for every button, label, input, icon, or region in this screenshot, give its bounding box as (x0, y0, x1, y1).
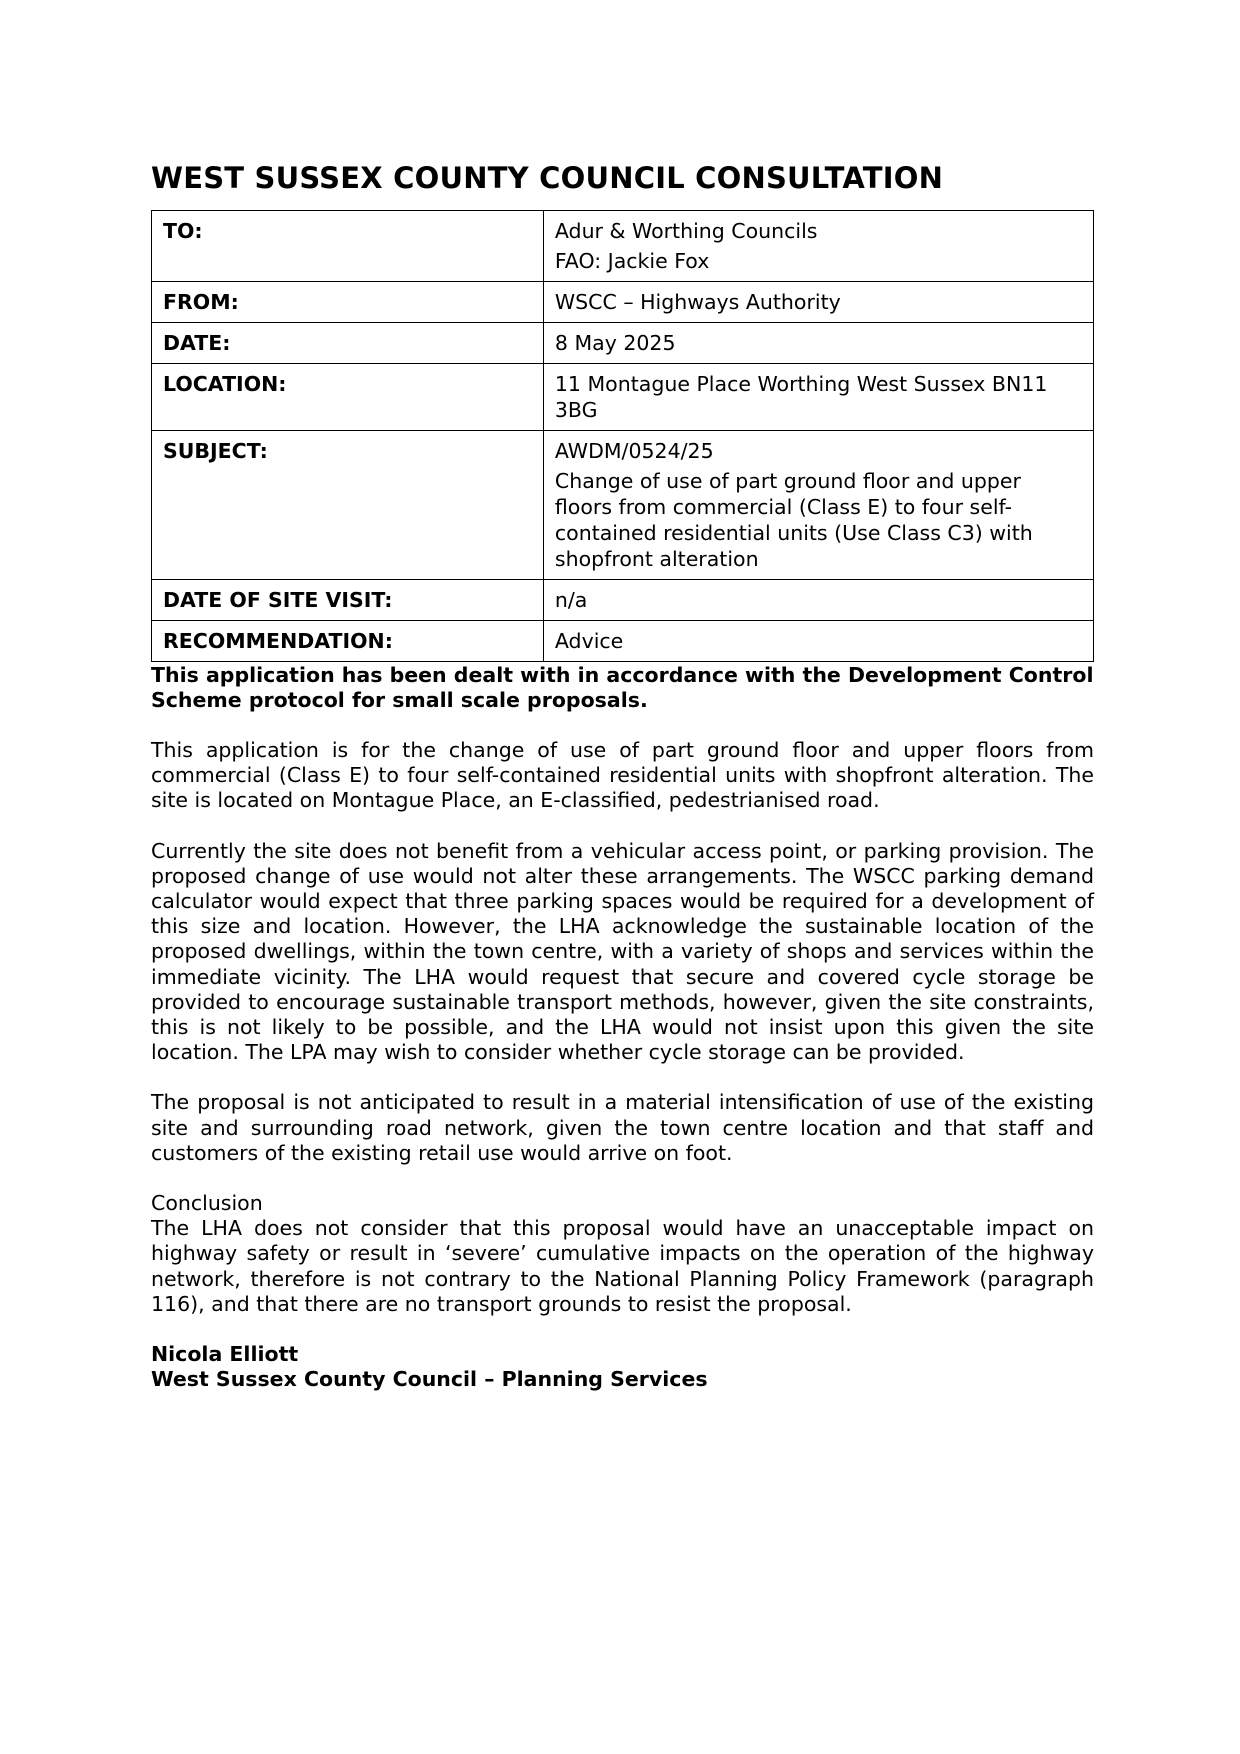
recommendation-label: RECOMMENDATION: (152, 621, 544, 662)
table-row-site-visit (152, 580, 1094, 621)
table-row-recommendation (152, 621, 1094, 662)
subject-label: SUBJECT: (152, 431, 544, 580)
table-row-location (152, 364, 1094, 431)
from-value: WSCC – Highways Authority (543, 282, 1093, 323)
document-title: WEST SUSSEX COUNTY COUNCIL CONSULTATION (151, 161, 944, 195)
table-row-to (152, 211, 1094, 282)
date-label: DATE: (152, 323, 544, 364)
body-text (151, 738, 1094, 1166)
paragraph-parking-assessment: Currently the site does not benefit from a vehicular access point, or parking provision. The proposed change of use would not alter these arrangements. The WSCC parking demand calculator would expect that three parking spaces would be required for a development of this size and location. However, the LHA acknowledge the sustainable location of the proposed dwellings, within the town centre, with a variety of shops and services within the immediate vicinity. The LHA would request that secure and covered cycle storage be provided to encourage sustainable transport methods, however, given the site constraints, this is not likely to be possible, and the LHA would not insist upon this given the site location. The LPA may wish to consider whether cycle storage can be provided. (151, 838, 1094, 1065)
table-row-date (152, 323, 1094, 364)
location-label: LOCATION: (152, 364, 544, 431)
table-row-from (152, 282, 1094, 323)
table-row-subject (152, 431, 1094, 580)
to-fao: FAO: Jackie Fox (554, 249, 710, 273)
paragraph-application-summary: This application is for the change of use of part ground floor and upper floors from commercial (Class E) to four self-contained residential units with shopfront alteration. The site is located on Montague Place, an E-classified, pedestrianised road. (151, 738, 1094, 813)
site-visit-value: n/a (543, 580, 1093, 621)
to-label: TO: (152, 211, 544, 282)
location-value: 11 Montague Place Worthing West Sussex BN11 3BG (543, 364, 1093, 431)
signature-block (151, 1342, 1094, 1392)
subject-description: Change of use of part ground floor and upper floors from commercial (Class E) to four self-contained residential units (Use Class C3) with shopfront alteration (554, 469, 1033, 571)
site-visit-label: DATE OF SITE VISIT: (152, 580, 544, 621)
conclusion-heading: Conclusion (151, 1191, 263, 1216)
recommendation-value: Advice (543, 621, 1093, 662)
document-page (151, 160, 1094, 1392)
from-label: FROM: (152, 282, 544, 323)
subject-reference: AWDM/0524/25 (554, 439, 714, 463)
date-value: 8 May 2025 (543, 323, 1093, 364)
conclusion-text: The LHA does not consider that this proposal would have an unacceptable impact on highway safety or result in ‘severe’ cumulative impacts on the operation of the highway network, therefore is not contrary to the National Planning Policy Framework (paragraph 116), and that there are no transport grounds to resist the proposal. (151, 1216, 1094, 1316)
to-value (543, 211, 1093, 282)
to-recipient: Adur & Worthing Councils (554, 219, 818, 243)
paragraph-intensification: The proposal is not anticipated to result in a material intensification of use of the existing site and surrounding road network, given the town centre location and that staff and customers of the existing retail use would arrive on foot. (151, 1090, 1094, 1165)
subject-value (543, 431, 1093, 580)
consultation-details-table (151, 210, 1094, 662)
protocol-note: This application has been dealt with in accordance with the Development Control Scheme protocol for small scale proposals. (151, 663, 1094, 712)
signatory-name: Nicola Elliott (151, 1342, 299, 1367)
signatory-department: West Sussex County Council – Planning Services (151, 1367, 708, 1392)
